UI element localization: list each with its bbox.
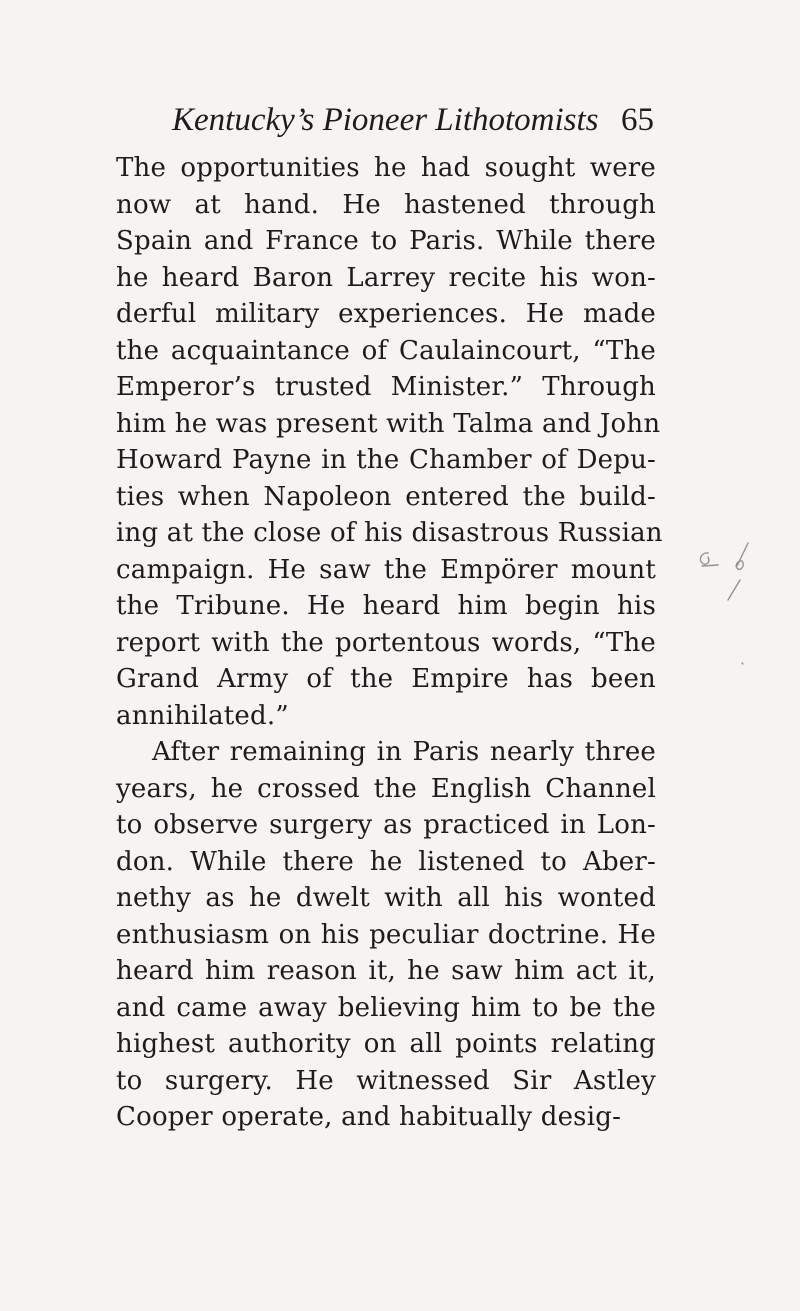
paragraph-1 [116,150,663,734]
text-line: annihilated.” [116,700,289,731]
text-line: he heard Baron Larrey recite his won- [116,262,656,293]
pencil-mark-slash [737,543,748,566]
pencil-mark-loop [700,553,718,566]
pencil-mark-zero [736,561,743,569]
text-line: report with the portentous words, “The [116,627,656,658]
text-line: Spain and France to Paris. While there [116,226,656,256]
body-text [116,150,663,1136]
text-line: now at hand. He hastened through [116,189,656,220]
text-line: the Tribune. He heard him begin his [116,591,656,621]
page-number: 65 [621,102,654,138]
running-header [172,98,652,142]
text-line: him he was present with Talma and John [116,408,661,439]
text-line: to surgery. He witnessed Sir Astley [116,1065,656,1096]
text-line: Howard Payne in the Chamber of Depu- [116,445,656,475]
text-line: Emperor’s trusted Minister.” Through [116,372,656,402]
text-line: highest authority on all points relating [116,1029,656,1059]
text-line: to observe surgery as practiced in Lon- [116,810,656,840]
running-title: Kentucky’s Pioneer Lithotomists [172,102,599,138]
text-line: enthusiasm on his peculiar doctrine. He [116,919,656,950]
text-line: derful military experiences. He made [116,299,656,329]
text-line: The opportunities he had sought were [116,153,656,183]
text-line: years, he crossed the English Channel [116,773,656,804]
text-line: the acquaintance of Caulaincourt, “The [116,335,656,366]
text-line: Cooper operate, and habitually desig- [116,1102,622,1132]
pencil-mark-stroke [728,580,740,600]
text-line: Grand Army of the Empire has been [116,664,656,694]
text-line: campaign. He saw the Empörer mount [116,554,656,585]
text-line: ing at the close of his disastrous Russian [116,518,663,548]
text-line: heard him reason it, he saw him act it, [116,956,656,986]
text-line: don. While there he listened to Aber- [116,846,656,877]
text-line: After remaining in Paris nearly three [152,737,656,767]
text-line: and came away believing him to be the [116,992,656,1023]
text-line: ties when Napoleon entered the build- [116,481,656,512]
paragraph-2 [116,734,656,1136]
pencil-mark-dot [742,663,743,664]
text-line: nethy as he dwelt with all his wonted [116,883,656,913]
